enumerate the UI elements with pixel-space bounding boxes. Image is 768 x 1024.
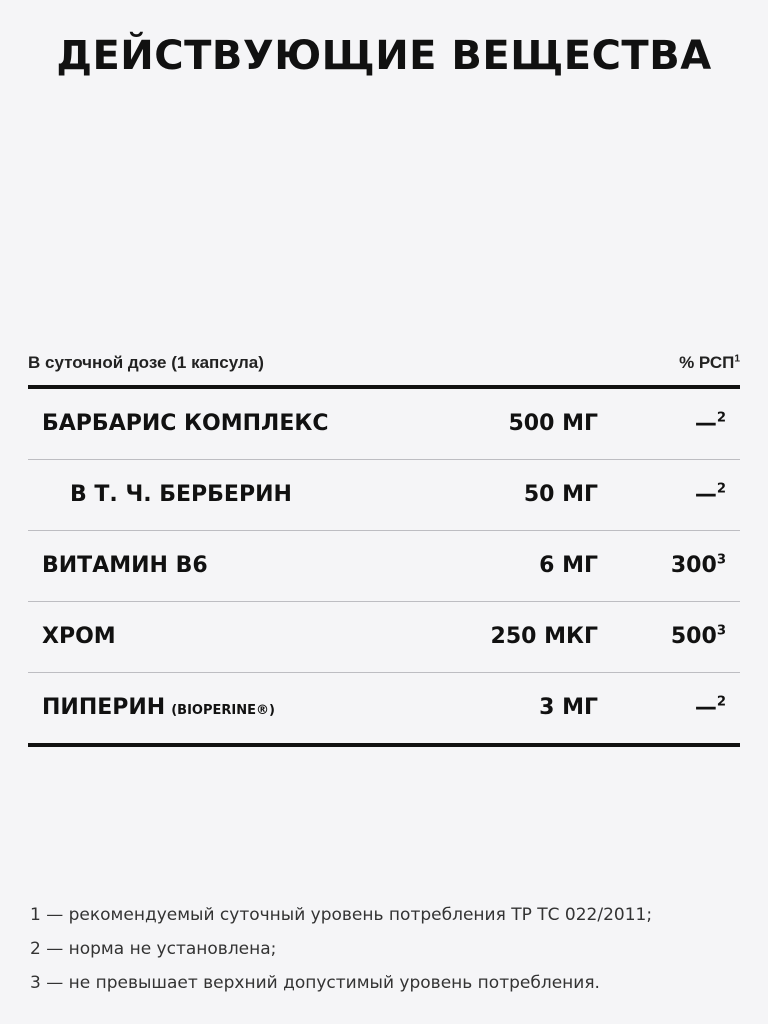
table-row xyxy=(28,389,740,460)
ingredient-rsp-footnote: 2 xyxy=(716,481,726,497)
table-row xyxy=(28,460,740,531)
table-header xyxy=(28,351,740,377)
ingredient-rsp-value: 300 xyxy=(670,553,717,578)
page-title: ДЕЙСТВУЮЩИЕ ВЕЩЕСТВА xyxy=(56,33,712,79)
ingredient-name-text: ХРОМ xyxy=(42,624,116,649)
ingredient-rsp xyxy=(695,673,726,743)
ingredient-rsp xyxy=(671,531,726,601)
ingredient-rsp-footnote: 3 xyxy=(716,623,726,639)
rsp-footnote-marker: 1 xyxy=(734,353,740,365)
ingredient-name xyxy=(42,531,208,601)
ingredient-name xyxy=(42,602,116,672)
footnote-item: 3 — не превышает верхний допустимый уровень потребления. xyxy=(30,973,600,993)
ingredient-name-text: ВИТАМИН В6 xyxy=(42,553,208,578)
ingredient-name-text: В Т. Ч. БЕРБЕРИН xyxy=(70,482,292,507)
dose-column-label: В суточной дозе (1 капсула) xyxy=(28,353,264,372)
footnote-item: 2 — норма не установлена; xyxy=(30,939,277,959)
ingredient-amount: 500 МГ xyxy=(508,411,598,436)
ingredient-rsp-footnote: 3 xyxy=(716,552,726,568)
ingredient-rsp-value: — xyxy=(694,695,717,720)
rsp-column-label-text: % РСП xyxy=(679,353,735,372)
ingredient-amount: 250 МКГ xyxy=(490,624,598,649)
footnote-item: 1 — рекомендуемый суточный уровень потребления ТР ТС 022/2011; xyxy=(30,905,653,925)
ingredient-amount: 6 МГ xyxy=(539,553,598,578)
ingredient-amount: 50 МГ xyxy=(523,482,598,507)
rsp-column-label xyxy=(679,353,740,373)
ingredient-rsp xyxy=(695,460,726,530)
ingredient-rsp-value: — xyxy=(694,482,717,507)
ingredient-note: (BIOPERINE®) xyxy=(171,703,275,718)
ingredient-rsp-value: 500 xyxy=(670,624,717,649)
ingredient-rsp-footnote: 2 xyxy=(716,694,726,710)
ingredient-name xyxy=(70,460,292,530)
ingredient-rsp-value: — xyxy=(694,411,717,436)
ingredient-rsp-footnote: 2 xyxy=(716,410,726,426)
ingredient-name xyxy=(42,673,275,746)
ingredient-rsp xyxy=(695,389,726,459)
table-row xyxy=(28,531,740,602)
ingredient-name xyxy=(42,389,328,459)
ingredient-name-text: БАРБАРИС КОМПЛЕКС xyxy=(42,411,329,436)
ingredient-amount: 3 МГ xyxy=(539,695,598,720)
ingredient-name-text: ПИПЕРИН xyxy=(42,695,166,720)
ingredients-table xyxy=(28,385,740,747)
footnotes xyxy=(30,898,740,1000)
ingredient-rsp xyxy=(671,602,726,672)
table-row xyxy=(28,602,740,673)
table-row xyxy=(28,673,740,743)
